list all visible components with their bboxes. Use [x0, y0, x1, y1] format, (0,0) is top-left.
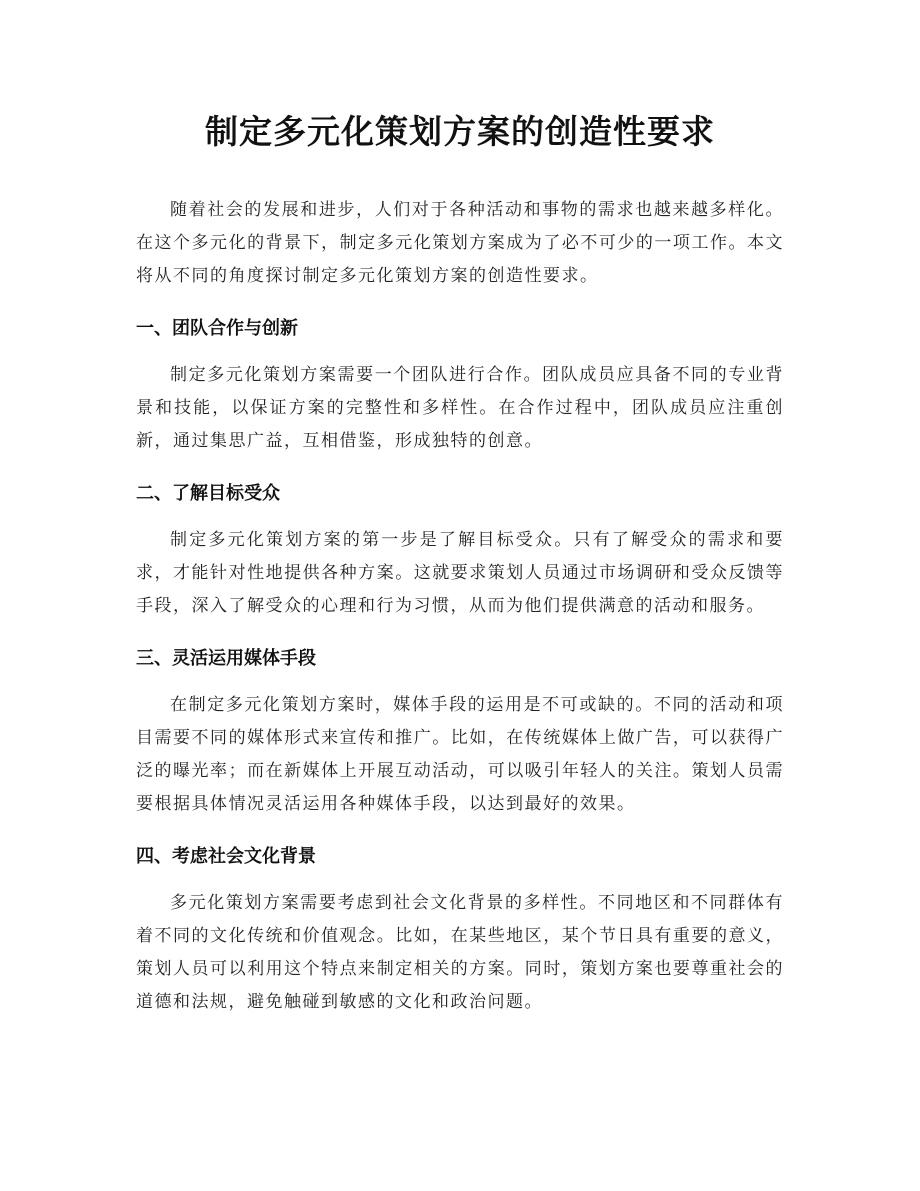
section-paragraph: 制定多元化策划方案的第一步是了解目标受众。只有了解受众的需求和要求，才能针对性地提供各种方案。这就要求策划人员通过市场调研和受众反馈等手段，深入了解受众的心理和行为习惯，从而为他们提供满意的活动和服务。	[136, 530, 784, 616]
intro-paragraph: 随着社会的发展和进步，人们对于各种活动和事物的需求也越来越多样化。在这个多元化的背景下，制定多元化策划方案成为了必不可少的一项工作。本文将从不同的角度探讨制定多元化策划方案的创造性要求。	[136, 200, 784, 286]
section-heading: 二、了解目标受众	[136, 483, 280, 504]
section-media	[136, 644, 784, 821]
section-heading: 一、团队合作与创新	[136, 318, 298, 339]
section-heading: 四、考虑社会文化背景	[136, 846, 316, 867]
section-paragraph: 在制定多元化策划方案时，媒体手段的运用是不可或缺的。不同的活动和项目需要不同的媒体形式来宣传和推广。比如，在传统媒体上做广告，可以获得广泛的曝光率；而在新媒体上开展互动活动，可以吸引年轻人的关注。策划人员需要根据具体情况灵活运用各种媒体手段，以达到最好的效果。	[136, 695, 784, 814]
section-paragraph: 制定多元化策划方案需要一个团队进行合作。团队成员应具备不同的专业背景和技能，以保证方案的完整性和多样性。在合作过程中，团队成员应注重创新，通过集思广益，互相借鉴，形成独特的创意。	[136, 365, 784, 451]
page-title: 制定多元化策划方案的创造性要求	[205, 112, 715, 151]
section-culture	[136, 842, 784, 1019]
section-teamwork	[136, 314, 784, 458]
section-target-audience	[136, 479, 784, 623]
section-paragraph: 多元化策划方案需要考虑到社会文化背景的多样性。不同地区和不同群体有着不同的文化传统和价值观念。比如，在某些地区，某个节日具有重要的意义，策划人员可以利用这个特点来制定相关的方案。同时，策划方案也要尊重社会的道德和法规，避免触碰到敏感的文化和政治问题。	[136, 893, 784, 1012]
section-heading: 三、灵活运用媒体手段	[136, 648, 316, 669]
